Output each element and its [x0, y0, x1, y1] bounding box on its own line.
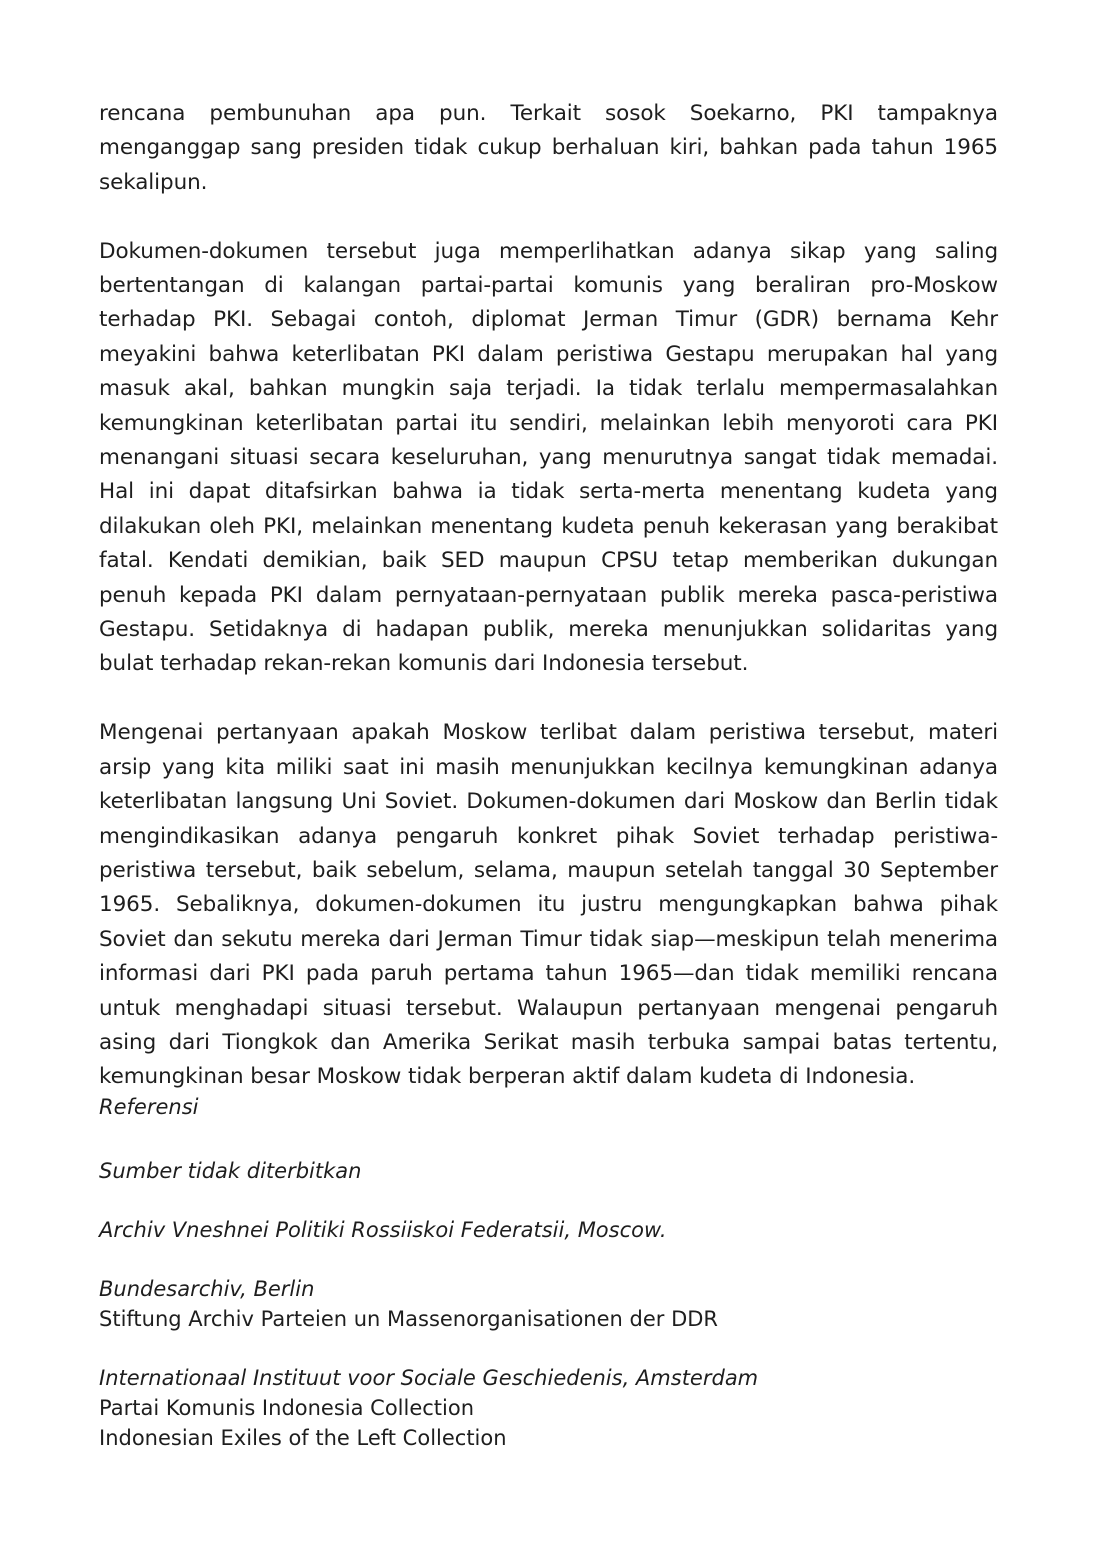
archive-name: Bundesarchiv, Berlin [99, 1277, 315, 1301]
references-section [99, 1092, 998, 1453]
unpublished-sources-heading: Sumber tidak diterbitkan [99, 1159, 362, 1183]
paragraph: Dokumen-dokumen tersebut juga memperlihatkan adanya sikap yang saling bertentangan di kalangan partai-partai komunis yang beraliran pro-Moskow terhadap PKI. Sebagai contoh, diplomat Jerman Timur (GDR) bernama Kehr meyakini bahwa keterlibatan PKI dalam peristiwa Gestapu merupakan hal yang masuk akal, bahkan mungkin saja terjadi. Ia tidak terlalu mempermasalahkan kemungkinan keterlibatan partai itu sendiri, melainkan lebih menyoroti cara PKI menangani situasi secara keseluruhan, yang menurutnya sangat tidak memadai. Hal ini dapat ditafsirkan bahwa ia tidak serta-merta menentang kudeta yang dilakukan oleh PKI, melainkan menentang kudeta penuh kekerasan yang berakibat fatal. Kendati demikian, baik SED maupun CPSU tetap memberikan dukungan penuh kepada PKI dalam pernyataan-pernyataan publik mereka pasca-peristiwa Gestapu. Setidaknya di hadapan publik, mereka menunjukkan solidaritas yang bulat terhadap rekan-rekan komunis dari Indonesia tersebut. [99, 238, 998, 677]
archive-name: Internationaal Instituut voor Sociale Geschiedenis, Amsterdam [99, 1366, 759, 1390]
collection-item: Partai Komunis Indonesia Collection [99, 1396, 475, 1420]
archive-entry: Archiv Vneshnei Politiki Rossiiskoi Federatsii, Moscow. [99, 1218, 667, 1242]
paragraph: rencana pembunuhan apa pun. Terkait sosok Soekarno, PKI tampaknya menganggap sang presiden tidak cukup berhaluan kiri, bahkan pada tahun 1965 sekalipun. [99, 101, 998, 195]
references-heading: Referensi [99, 1095, 199, 1119]
collection-item: Indonesian Exiles of the Left Collection [99, 1426, 507, 1450]
paragraph: Mengenai pertanyaan apakah Moskow terlibat dalam peristiwa tersebut, materi arsip yang kita miliki saat ini masih menunjukkan kecilnya kemungkinan adanya keterlibatan langsung Uni Soviet. Dokumen-dokumen dari Moskow dan Berlin tidak mengindikasikan adanya pengaruh konkret pihak Soviet terhadap peristiwa-peristiwa tersebut, baik sebelum, selama, maupun setelah tanggal 30 September 1965. Sebaliknya, dokumen-dokumen itu justru mengungkapkan bahwa pihak Soviet dan sekutu mereka dari Jerman Timur tidak siap—meskipun telah menerima informasi dari PKI pada paruh pertama tahun 1965—dan tidak memiliki rencana untuk menghadapi situasi tersebut. Walaupun pertanyaan mengenai pengaruh asing dari Tiongkok dan Amerika Serikat masih terbuka sampai batas tertentu, kemungkinan besar Moskow tidak berperan aktif dalam kudeta di Indonesia. [99, 720, 998, 1090]
archive-group [99, 1274, 998, 1334]
archive-group [99, 1363, 998, 1453]
document-body [99, 97, 998, 1095]
collection-item: Stiftung Archiv Parteien un Massenorganisationen der DDR [99, 1307, 719, 1331]
